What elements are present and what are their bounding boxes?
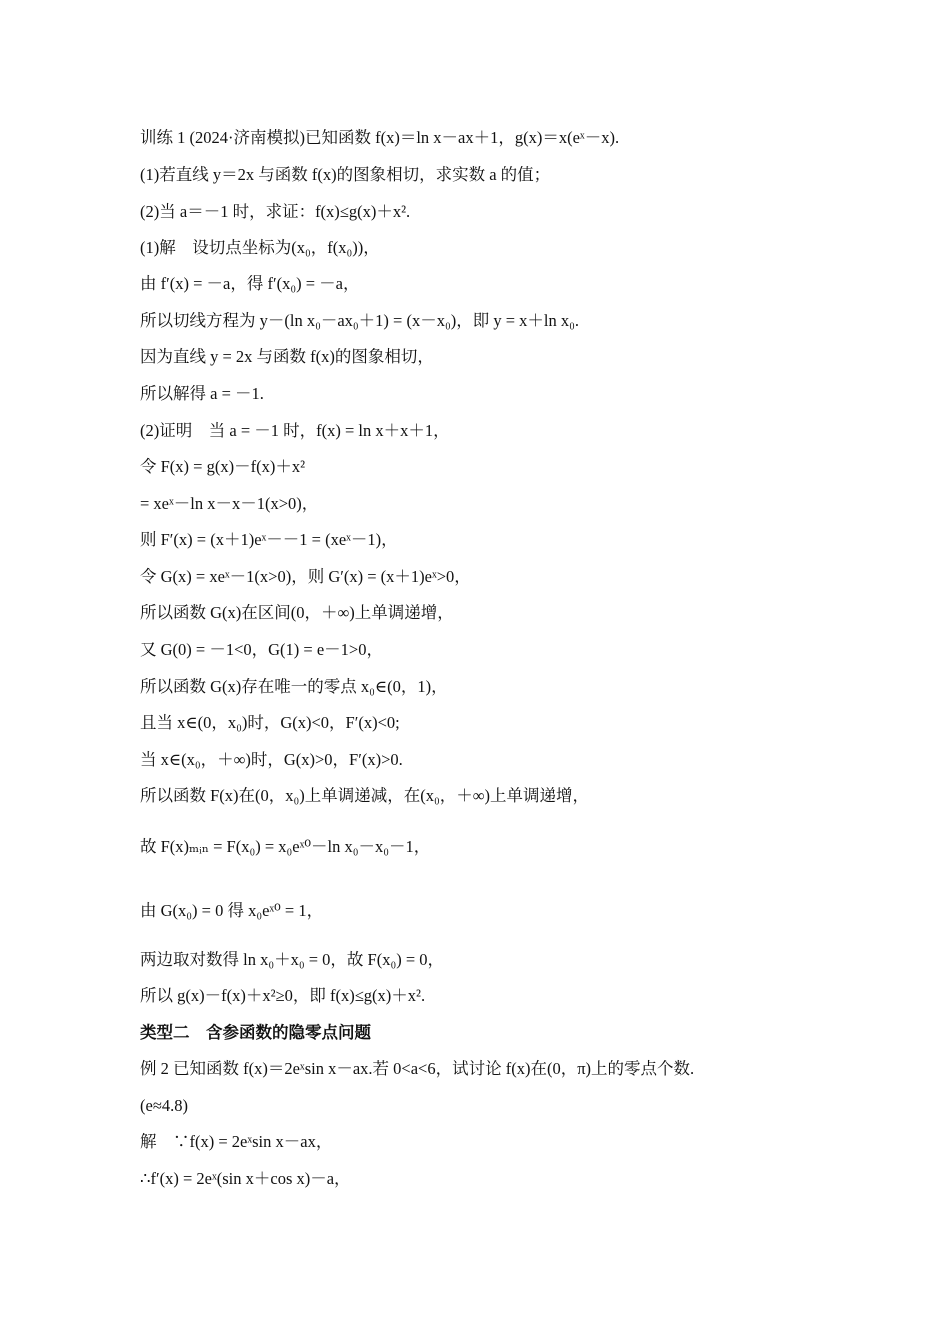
proof-line: 令 F(x) = g(x)－f(x)＋x²	[140, 457, 306, 476]
solution-line: 所以切线方程为 y－(ln x₀－ax₀＋1) = (x－x₀)，即 y = x＋ln x₀.	[140, 311, 579, 330]
proof-line: = xeˣ－ln x－x－1(x>0)，	[140, 494, 319, 513]
proof-line: 两边取对数得 ln x₀＋x₀ = 0，故 F(x₀) = 0，	[140, 950, 444, 969]
section-heading: 类型二 含参函数的隐零点问题	[140, 1023, 371, 1042]
example-2-solution: 解 ∵f(x) = 2eˣsin x－ax，	[140, 1132, 333, 1151]
solution-line: 由 f′(x) = －a，得 f′(x₀) = －a，	[140, 274, 360, 293]
proof-line: 所以 g(x)－f(x)＋x²≥0，即 f(x)≤g(x)＋x².	[140, 986, 426, 1005]
proof-line: 令 G(x) = xeˣ－1(x>0)，则 G′(x) = (x＋1)eˣ>0，	[140, 567, 471, 586]
solution-line: 因为直线 y = 2x 与函数 f(x)的图象相切，	[140, 347, 434, 366]
training-1-problem: 训练 1 (2024·济南模拟)已知函数 f(x)＝ln x－ax＋1，g(x)＝x(eˣ－x).	[140, 128, 620, 147]
proof-line: 故 F(x)ₘᵢₙ = F(x₀) = x₀eˣ⁰－ln x₀－x₀－1，	[140, 837, 431, 856]
example-2-solution: ∴f′(x) = 2eˣ(sin x＋cos x)－a，	[140, 1169, 351, 1188]
example-2-problem: 例 2 已知函数 f(x)＝2eˣsin x－ax.若 0<a<6，试讨论 f(x)在(0，π)上的零点个数.	[140, 1059, 695, 1078]
solution-line: (1)解 设切点坐标为(x₀，f(x₀))，	[140, 238, 380, 257]
question-1: (1)若直线 y＝2x 与函数 f(x)的图象相切，求实数 a 的值；	[140, 165, 551, 184]
proof-line: 由 G(x₀) = 0 得 x₀eˣ⁰ = 1，	[140, 901, 324, 920]
proof-line: 且当 x∈(0，x₀)时，G(x)<0，F′(x)<0;	[140, 713, 400, 732]
example-2-note: (e≈4.8)	[140, 1096, 188, 1115]
proof-line: 所以函数 G(x)存在唯一的零点 x₀∈(0，1)，	[140, 677, 448, 696]
proof-line: 所以函数 F(x)在(0，x₀)上单调递减，在(x₀，＋∞)上单调递增，	[140, 786, 590, 805]
solution-line: 所以解得 a = －1.	[140, 384, 264, 403]
proof-line: 又 G(0) = －1<0，G(1) = e－1>0，	[140, 640, 383, 659]
question-2: (2)当 a＝－1 时，求证：f(x)≤g(x)＋x².	[140, 202, 411, 221]
proof-line: 当 x∈(x₀，＋∞)时，G(x)>0，F′(x)>0.	[140, 750, 403, 769]
proof-line: 所以函数 G(x)在区间(0，＋∞)上单调递增，	[140, 603, 454, 622]
proof-line: (2)证明 当 a = －1 时，f(x) = ln x＋x＋1，	[140, 421, 450, 440]
proof-line: 则 F′(x) = (x＋1)eˣ－－1 = (xeˣ－1)，	[140, 530, 398, 549]
